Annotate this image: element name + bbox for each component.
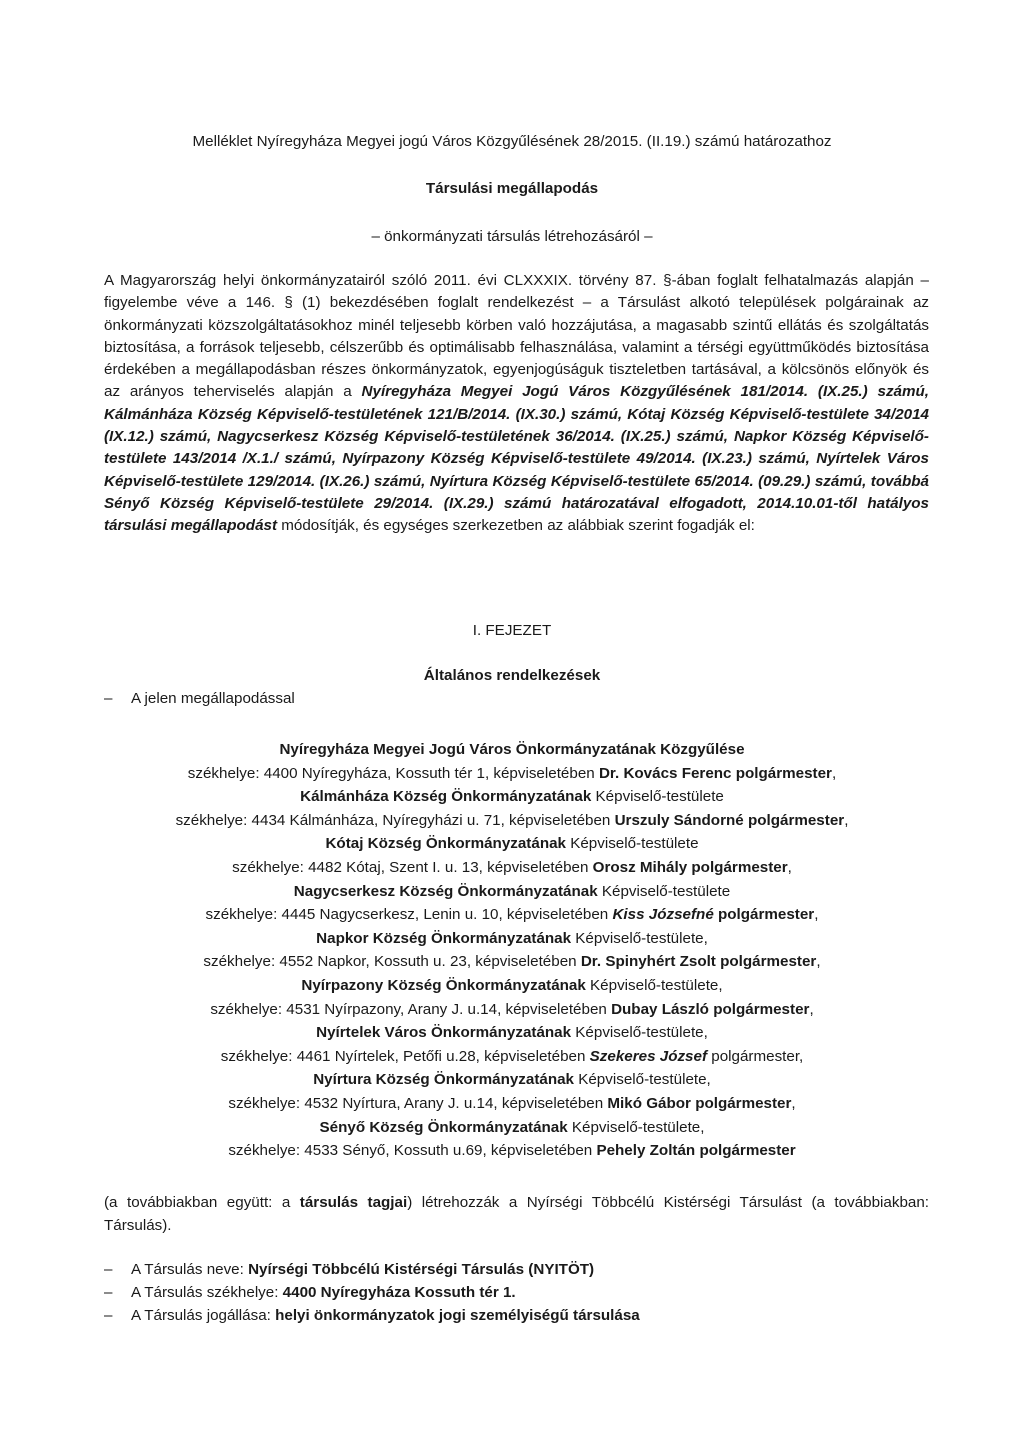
- fact-line-seat: [104, 1284, 516, 1301]
- member-name: Kálmánháza Község Önkormányzatának: [300, 788, 592, 806]
- member-name: Kótaj Község Önkormányzatának: [325, 835, 566, 853]
- rep-name: Spinyhért Zsolt: [605, 953, 716, 971]
- chapter-title: Általános rendelkezések: [423, 667, 601, 684]
- preamble-resolutions: Nyíregyháza Megyei Jogú Város Közgyűlésének 181/2014. (IX.25.) számú, Kálmánháza Község Képviselő-testületének 121/B/2014. (IX.30.) számú, Kótaj Község Képviselő-testülete 34/2014 (IX.12.) számú, Nagycserkesz Község Képviselő-testületének 36/2014. (IX.25.) számú, Napkor Község Képviselő-testülete 143/2014 /X.1./ számú, Nyírpazony Község Képviselő-testülete 49/2014. (IX.23.) számú, Nyírtelek Város Képviselő-testülete 129/2014. (IX.26.) számú, Nyírtura Község Képviselő-testülete 65/2014. (09.29.) számú, továbbá Sényő Község Képviselő-testülete 29/2014. (IX.29.) számú határozatával elfogadott, 2014.10.01-től hatályos társulási megállapodást: [104, 383, 929, 535]
- members-term: társulás tagjai: [299, 1194, 408, 1211]
- rep-name: Kiss Józsefné: [612, 906, 714, 924]
- rep-role: polgármester: [747, 811, 845, 829]
- preamble-conclusion: módosítják, és egységes szerkezetben az alábbiak szerint fogadják el:: [277, 517, 755, 535]
- chapter-number: I. FEJEZET: [472, 622, 552, 639]
- rep-title: Dr.: [580, 953, 602, 971]
- rep-name: Urszuly Sándorné: [614, 811, 744, 829]
- member-seat-line: [0, 809, 1024, 833]
- member-body: Képviselő-testülete: [597, 882, 731, 900]
- member-name: Nyírtura Község Önkormányzatának: [313, 1071, 575, 1089]
- line-end: ,: [844, 811, 849, 829]
- fact-value: Nyírségi Többcélú Kistérségi Társulás (NYITÖT): [248, 1261, 595, 1278]
- member-seat: székhelye: 4400 Nyíregyháza, Kossuth tér 1, képviseletében: [187, 764, 599, 782]
- rep-name: Szekeres József: [589, 1047, 708, 1065]
- fact-value: helyi önkormányzatok jogi személyiségű társulása: [275, 1307, 640, 1324]
- member-body: Képviselő-testülete: [591, 788, 724, 806]
- member-body-line: [0, 1068, 1024, 1092]
- line-end: ,: [831, 764, 837, 782]
- member-seat-line: [0, 903, 1024, 927]
- line-end: ,: [791, 1094, 796, 1112]
- rep-role: polgármester: [691, 858, 788, 876]
- member-name: Nyírpazony Község Önkormányzatának: [301, 976, 586, 994]
- rep-name: Orosz Mihály: [592, 858, 688, 876]
- line-end: ,: [787, 858, 792, 876]
- document-subtitle: – önkormányzati társulás létrehozásáról –: [371, 228, 653, 245]
- member-seat-line: [0, 950, 1024, 974]
- member-seat: székhelye: 4482 Kótaj, Szent I. u. 13, képviseletében: [232, 858, 593, 876]
- rep-title: Dr.: [598, 764, 620, 782]
- fact-label: A Társulás neve:: [131, 1261, 249, 1278]
- member-body-line: [0, 738, 1024, 762]
- document-title: Társulási megállapodás: [425, 180, 599, 197]
- fact-line-name: [104, 1261, 594, 1278]
- dash-bullet: –: [104, 1307, 113, 1324]
- member-seat-line: [0, 1092, 1024, 1116]
- member-body-line: [0, 974, 1024, 998]
- rep-role: polgármester: [699, 1142, 796, 1160]
- fact-value: 4400 Nyíregyháza Kossuth tér 1.: [282, 1284, 516, 1301]
- member-name: Nyíregyháza Megyei Jogú Város Önkormányzatának Közgyűlése: [279, 741, 745, 758]
- member-body: Képviselő-testülete,: [567, 1118, 705, 1136]
- member-seat: székhelye: 4445 Nagycserkesz, Lenin u. 10, képviseletében: [205, 906, 613, 924]
- member-name: Nyírtelek Város Önkormányzatának: [316, 1024, 572, 1042]
- member-name: Sényő Község Önkormányzatának: [319, 1118, 568, 1136]
- fact-label: A Társulás székhelye:: [131, 1284, 283, 1301]
- preamble-text: A Magyarország helyi önkormányzatairól szóló 2011. évi CLXXXIX. törvény 87. §-ában foglalt felhatalmazás alapján – figyelembe véve a 146. § (1) bekezdésében foglalt rendelkezést – a Társulást alkotó települések polgárainak az önkormányzati közszolgáltatásokhoz minél teljesebb körben való hozzájutása, a magasabb szintű ellátás és szolgáltatás biztosítása, a források teljesebb, célszerűbb és optimálisabb felhasználása, valamint a térségi együttműködés biztosítása érdekében a megállapodásban részes önkormányzatok, egyenjogúságuk tiszteletben tartásával, a kölcsönös előnyök és az arányos teherviselés alapján a: [104, 272, 929, 401]
- rep-role: polgármester: [718, 906, 815, 924]
- rep-role: polgármester: [720, 953, 817, 971]
- member-seat: székhelye: 4532 Nyírtura, Arany J. u.14, képviseletében: [228, 1094, 608, 1112]
- member-seat: székhelye: 4552 Napkor, Kossuth u. 23, képviseletében: [203, 953, 581, 971]
- line-end: ,: [809, 1000, 814, 1018]
- rep-name: Dubay László: [611, 1000, 709, 1018]
- rep-role: polgármester: [735, 764, 832, 782]
- dash-bullet: –: [104, 690, 113, 707]
- line-end: ,: [814, 906, 819, 924]
- member-seat: székhelye: 4533 Sényő, Kossuth u.69, képviseletében: [228, 1142, 597, 1160]
- rep-role: polgármester: [713, 1000, 810, 1018]
- member-body: Képviselő-testülete,: [574, 1071, 711, 1089]
- member-body-line: [0, 832, 1024, 856]
- rep-name: Mikó Gábor: [607, 1094, 691, 1112]
- line-end: ,: [799, 1047, 804, 1065]
- dash-bullet: –: [104, 1261, 113, 1278]
- closing-text: ) létrehozzák a Nyírségi Többcélú Kistérségi Társulást (a továbbiakban: Társulás).: [104, 1194, 930, 1234]
- member-seat-line: [0, 762, 1024, 786]
- member-body: Képviselő-testülete,: [585, 976, 723, 994]
- member-seat-line: [0, 1045, 1024, 1069]
- member-seat-line: [0, 1139, 1024, 1163]
- annex-header: Melléklet Nyíregyháza Megyei jogú Város Közgyűlésének 28/2015. (II.19.) számú határozathoz: [192, 133, 832, 150]
- member-body-line: [0, 1021, 1024, 1045]
- intro-line: [104, 690, 295, 707]
- rep-role: polgármester: [711, 1047, 800, 1065]
- closing-text: (a továbbiakban együtt: a: [104, 1194, 300, 1211]
- member-body: Képviselő-testülete,: [571, 929, 708, 947]
- member-body-line: [0, 1116, 1024, 1140]
- member-list: [0, 738, 1024, 1163]
- member-seat-line: [0, 856, 1024, 880]
- member-body: Képviselő-testülete: [565, 835, 699, 853]
- member-name: Napkor Község Önkormányzatának: [316, 929, 572, 947]
- member-seat: székhelye: 4461 Nyírtelek, Petőfi u.28, képviseletében: [220, 1047, 590, 1065]
- closing-paragraph: [104, 1191, 929, 1237]
- rep-name: Kovács Ferenc: [623, 764, 732, 782]
- member-name: Nagycserkesz Község Önkormányzatának: [293, 882, 598, 900]
- member-body-line: [0, 880, 1024, 904]
- fact-label: A Társulás jogállása:: [131, 1307, 276, 1324]
- rep-role: polgármester: [695, 1094, 792, 1112]
- rep-name: Pehely Zoltán: [596, 1142, 696, 1160]
- member-body-line: [0, 785, 1024, 809]
- member-seat: székhelye: 4531 Nyírpazony, Arany J. u.14, képviseletében: [210, 1000, 612, 1018]
- member-body-line: [0, 927, 1024, 951]
- dash-bullet: –: [104, 1284, 113, 1301]
- member-seat-line: [0, 998, 1024, 1022]
- line-end: ,: [816, 953, 821, 971]
- preamble-paragraph: [104, 270, 929, 538]
- fact-line-status: [104, 1307, 640, 1324]
- member-seat: székhelye: 4434 Kálmánháza, Nyíregyházi u. 71, képviseletében: [175, 811, 615, 829]
- intro-text: A jelen megállapodással: [131, 690, 295, 707]
- member-body: Képviselő-testülete,: [571, 1024, 708, 1042]
